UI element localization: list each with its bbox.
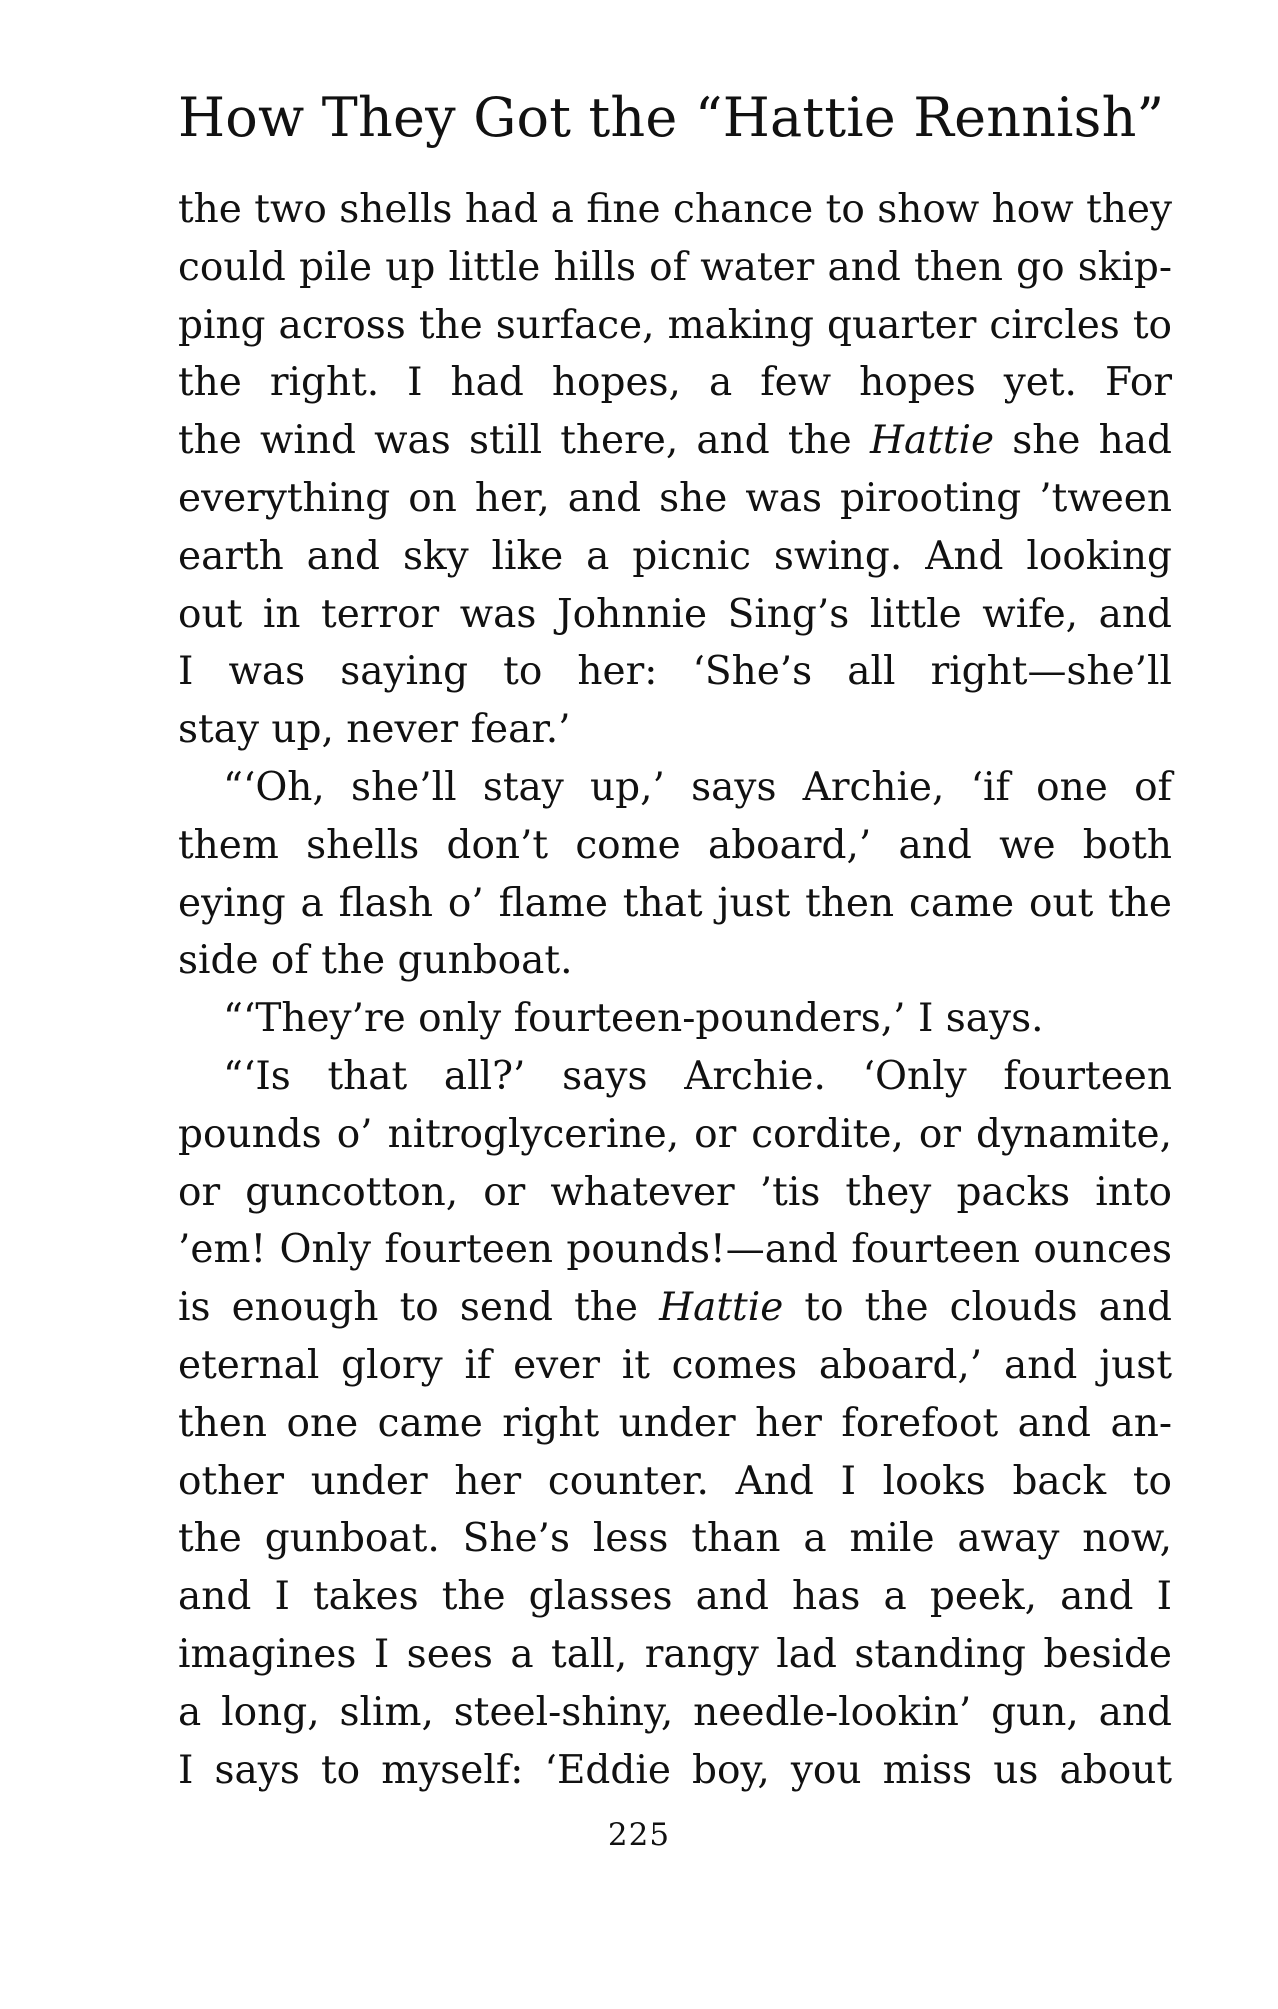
text-line: then one came right under her forefoot and an- (178, 1400, 1172, 1446)
text-line: eternal glory if ever it comes aboard,’ and just (178, 1342, 1172, 1388)
text-line: I says to myself: ‘Eddie boy, you miss us about (178, 1747, 1172, 1793)
text-line: and I takes the glasses and has a peek, and I (178, 1574, 1172, 1620)
text-line: I was saying to her: ‘She’s all right—she’ll (178, 649, 1172, 695)
text-line: everything on her, and she was pirooting ’tween (178, 475, 1172, 521)
text-line: other under her counter. And I looks back to (178, 1458, 1172, 1504)
body-text (178, 181, 1172, 1799)
text-line: them shells don’t come aboard,’ and we both (178, 822, 1172, 868)
italic-ship-name: Hattie (659, 1285, 784, 1331)
text-line: earth and sky like a picnic swing. And looking (178, 533, 1172, 579)
text-line: eying a flash o’ flame that just then came out the (178, 880, 1172, 926)
text-line: “‘They’re only fourteen-pounders,’ I says. (223, 996, 1044, 1042)
running-head: How They Got the “Hattie Rennish” (178, 86, 1165, 149)
text-line: the two shells had a fine chance to show how they (178, 187, 1172, 232)
text-line: ’em! Only fourteen pounds!—and fourteen ounces (178, 1227, 1172, 1273)
text-segment: is enough to send the (178, 1285, 660, 1331)
text-line: the gunboat. She’s less than a mile away now, (178, 1516, 1172, 1562)
text-segment: to the clouds and (783, 1285, 1172, 1331)
text-line: the right. I had hopes, a few hopes yet. For (178, 360, 1172, 406)
text-line: “‘Is that all?’ says Archie. ‘Only fourteen (223, 1053, 1172, 1099)
text-line: out in terror was Johnnie Sing’s little wife, and (178, 591, 1172, 637)
text-line (178, 1279, 1172, 1337)
text-line: pounds o’ nitroglycerine, or cordite, or dynamite, (178, 1111, 1172, 1157)
italic-ship-name: Hattie (869, 418, 995, 464)
text-line: side of the gunboat. (178, 938, 573, 984)
text-line (178, 412, 1172, 470)
text-line: imagines I sees a tall, rangy lad standing beside (178, 1631, 1172, 1677)
text-line: could pile up little hills of water and then go skip- (178, 244, 1172, 290)
text-line: “‘Oh, she’ll stay up,’ says Archie, ‘if one of (223, 764, 1172, 810)
text-line: a long, slim, steel-shiny, needle-lookin’ gun, and (178, 1689, 1172, 1735)
text-segment: she had (994, 418, 1172, 464)
text-line: ping across the surface, making quarter circles to (178, 302, 1172, 348)
text-line: or guncotton, or whatever ’tis they packs into (178, 1169, 1172, 1215)
text-segment: the wind was still there, and the (178, 418, 870, 464)
page-number: 225 (607, 1817, 671, 1853)
text-line: stay up, never fear.’ (178, 707, 571, 753)
